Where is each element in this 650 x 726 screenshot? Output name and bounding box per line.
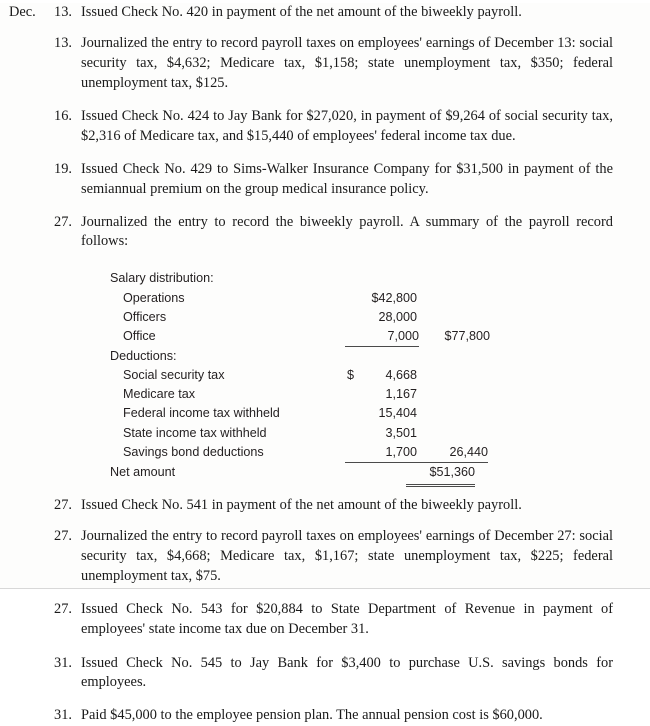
transaction-entry xyxy=(0,527,650,587)
section-heading-label: Deductions: xyxy=(110,348,177,363)
entry-text: Journalized the entry to record the biweekly payroll. A summary of the payroll record follows: xyxy=(81,213,613,250)
amount-value: 7,000 xyxy=(387,328,419,343)
transaction-entry xyxy=(0,3,650,23)
amount-value: 1,167 xyxy=(385,387,417,402)
payroll-row xyxy=(110,404,475,423)
amount-value: 15,404 xyxy=(378,406,417,421)
currency-symbol: $ xyxy=(347,368,355,383)
entry-day-number: 31. xyxy=(54,707,72,724)
payroll-amount xyxy=(345,327,419,347)
payroll-row-label: Net amount xyxy=(110,464,176,479)
entry-day-number: 13. xyxy=(54,4,72,20)
entry-day-number: 13. xyxy=(54,34,72,51)
amount-value: 28,000 xyxy=(378,309,417,324)
entry-day-number: 27. xyxy=(54,600,72,617)
transaction-entry xyxy=(0,107,650,147)
entry-text: Issued Check No. 541 in payment of the net amount of the biweekly payroll. xyxy=(81,496,522,513)
payroll-row xyxy=(110,366,475,385)
deductions-heading xyxy=(110,347,475,366)
payroll-summary-table xyxy=(0,269,650,482)
payroll-amount xyxy=(345,404,417,423)
entry-text: Journalized the entry to record payroll taxes on employees' earnings of December 27: social security tax, $4,668; Medicare tax, $1,167; state unemployment tax, $225; federal unemployment tax, $75. xyxy=(81,527,613,584)
entry-day-number: 27. xyxy=(54,496,72,513)
amount-value: $42,800 xyxy=(371,290,417,305)
payroll-amount xyxy=(345,308,417,327)
payroll-row-label: Officers xyxy=(123,309,167,324)
payroll-total: 26,440 xyxy=(417,443,488,463)
amount-value: 3,501 xyxy=(385,425,417,440)
entry-text: Issued Check No. 420 in payment of the net amount of the biweekly payroll. xyxy=(81,4,522,20)
payroll-record xyxy=(110,269,490,482)
entry-day-number: 16. xyxy=(54,107,72,124)
transaction-entries-bottom xyxy=(0,496,650,726)
entry-text: Issued Check No. 545 to Jay Bank for $3,400 to purchase U.S. savings bonds for employees. xyxy=(81,654,613,691)
payroll-row-label: Savings bond deductions xyxy=(123,444,264,459)
payroll-row xyxy=(110,424,475,443)
payroll-row-label: Social security tax xyxy=(123,368,225,383)
payroll-amount xyxy=(345,366,417,385)
entry-text: Journalized the entry to record payroll taxes on employees' earnings of December 13: social security tax, $4,632; Medicare tax, $1,158; state unemployment tax, $350; federal unemployment tax, $125. xyxy=(81,34,613,91)
payroll-row xyxy=(110,308,475,327)
salary-distribution-heading xyxy=(110,269,475,288)
entry-day-number: 31. xyxy=(54,654,72,671)
transaction-entry xyxy=(0,213,650,253)
payroll-row-label: State income tax withheld xyxy=(123,425,267,440)
transaction-entry xyxy=(0,654,650,694)
payroll-row xyxy=(110,463,475,482)
payroll-amount xyxy=(345,289,417,308)
payroll-total: $51,360 xyxy=(404,463,475,482)
payroll-row xyxy=(110,443,488,463)
section-heading-label: Salary distribution: xyxy=(110,271,214,286)
payroll-row xyxy=(110,385,475,404)
entry-text: Issued Check No. 424 to Jay Bank for $27,020, in payment of $9,264 of social security tax, $2,316 of Medicare tax, and $15,440 of employees' federal income tax due. xyxy=(81,107,613,144)
document-page xyxy=(0,3,650,724)
payroll-amount xyxy=(345,385,417,404)
payroll-total: $77,800 xyxy=(444,328,490,343)
entry-day-number: 19. xyxy=(54,160,72,177)
payroll-row-label: Operations xyxy=(123,290,185,305)
payroll-row xyxy=(110,289,475,308)
payroll-row xyxy=(110,327,490,347)
amount-value: 4,668 xyxy=(385,368,417,383)
payroll-row-label: Office xyxy=(123,328,156,343)
payroll-row-label: Medicare tax xyxy=(123,387,196,402)
transaction-entry xyxy=(0,496,650,516)
payroll-amount xyxy=(345,443,417,463)
entry-day-number: 27. xyxy=(54,527,72,544)
entry-month-label: Dec. xyxy=(9,4,36,20)
amount-value: 1,700 xyxy=(385,444,417,459)
transaction-entry xyxy=(0,706,650,726)
transaction-entry xyxy=(0,600,650,640)
transaction-entry xyxy=(0,160,650,200)
entry-text: Issued Check No. 429 to Sims-Walker Insurance Company for $31,500 in payment of the semiannual premium on the group medical insurance policy. xyxy=(81,160,613,197)
entry-day-number: 27. xyxy=(54,213,72,230)
payroll-amount xyxy=(345,424,417,443)
entry-text: Issued Check No. 543 for $20,884 to State Department of Revenue in payment of employees' state income tax due on December 31. xyxy=(81,600,613,637)
transaction-entry xyxy=(0,34,650,94)
payroll-row-label: Federal income tax withheld xyxy=(123,406,280,421)
entry-text: Paid $45,000 to the employee pension plan. The annual pension cost is $60,000. xyxy=(81,707,543,724)
transaction-entries-top xyxy=(0,3,650,252)
